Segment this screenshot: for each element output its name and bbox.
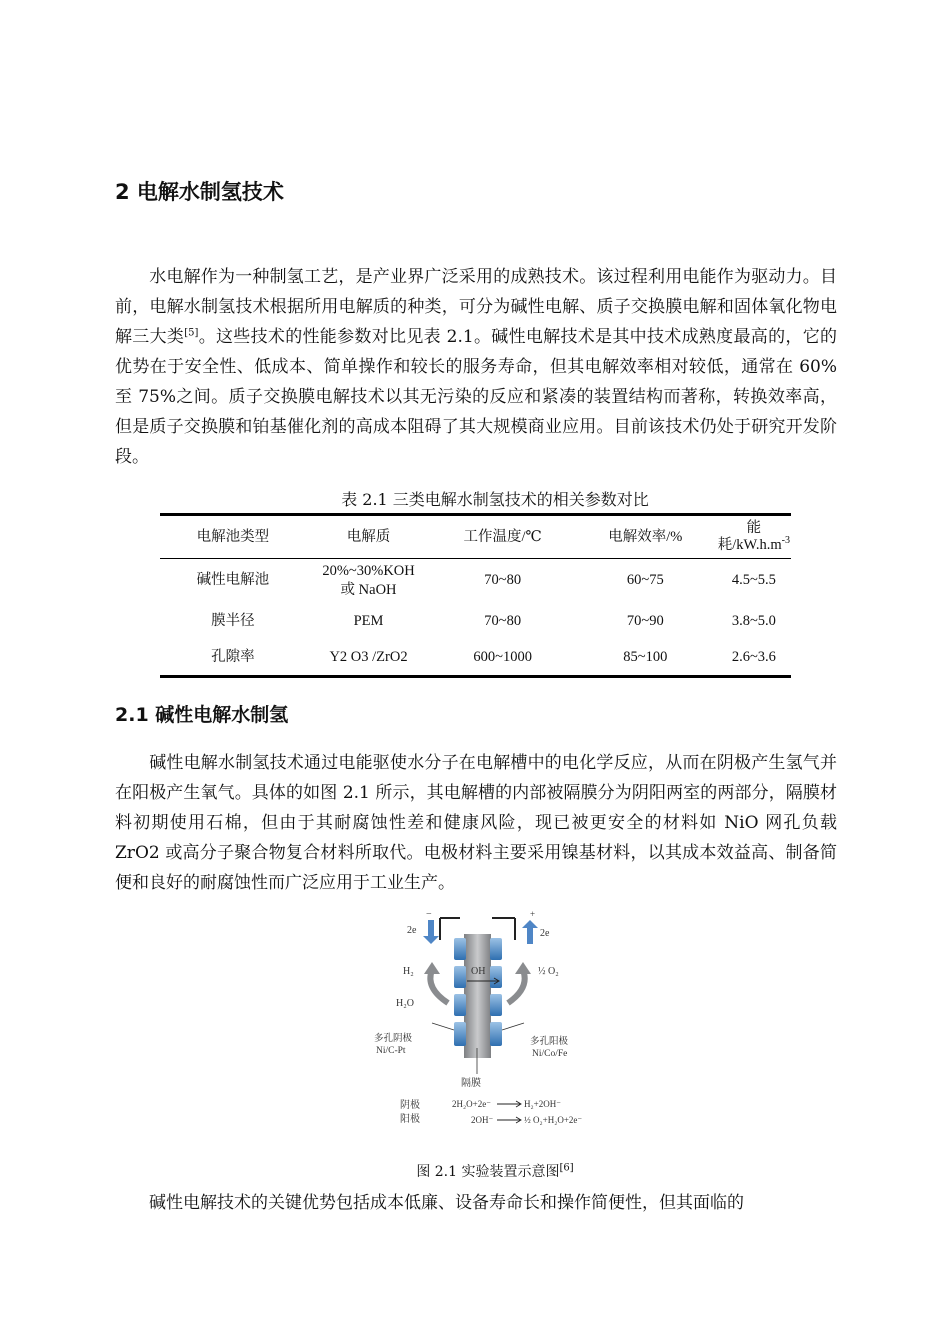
intro-text-a: 水电解作为一种制氢工艺，是产业界广泛采用的成熟技术。该过程利用电能作为驱动力。目前，电解水制氢技术根据所用电解质的种类，可分为碱性电解、质子交换膜电解和固体氧化物电解三大类 — [115, 267, 837, 347]
electron-label-left: 2e — [407, 925, 417, 936]
h2o-label: H₂O — [396, 998, 414, 1009]
table-cell: 60~75 — [626, 572, 664, 589]
table-cell: 85~100 — [574, 640, 717, 677]
anode-material-2: Ni/Co/Fe — [532, 1049, 568, 1059]
anode-material-1: 多孔阳极 — [530, 1037, 569, 1047]
anode-reaction-left: 2OH⁻ — [471, 1115, 494, 1125]
cathode-reaction-left: 2H₂O+2e⁻ — [452, 1099, 491, 1109]
closing-text: 碱性电解技术的关键优势包括成本低廉、设备寿命长和操作简便性，但其面临的 — [149, 1193, 744, 1213]
plus-sign: + — [530, 909, 536, 919]
table-cell: 70~80 — [484, 572, 522, 589]
membrane-label: 隔膜 — [461, 1078, 481, 1089]
cathode-label: 阴极 — [400, 1100, 420, 1111]
table-caption: 表 2.1 三类电解水制氢技术的相关参数对比 — [341, 490, 649, 509]
table-cell: 20%~30%KOH 或 NaOH — [322, 562, 415, 598]
reaction-arrow-icon — [497, 1117, 521, 1123]
intro-paragraph — [115, 262, 837, 472]
table-cell: Y2 O3 /ZrO2 — [306, 640, 432, 677]
table-header-cell: 电解效率/% — [574, 515, 717, 559]
anode-reaction-right: ½ O₂+H₂O+2e⁻ — [524, 1115, 583, 1125]
anode-electrode — [490, 938, 502, 1046]
table-cell: 碱性电解池 — [196, 572, 270, 589]
table-row — [160, 603, 791, 640]
parameter-table — [160, 513, 791, 678]
figure-caption-ref: [6] — [559, 1162, 574, 1174]
table-cell: 2.6~3.6 — [717, 640, 791, 677]
table-cell: 孔隙率 — [160, 640, 306, 677]
figure-caption: 图 2.1 实验装置示意图[6] — [416, 1162, 574, 1180]
membrane — [464, 934, 491, 1058]
subsection-title: 2.1 碱性电解水制氢 — [115, 704, 289, 726]
table-cell: 4.5~5.5 — [731, 572, 776, 589]
table-header-cell: 电解池类型 — [160, 515, 306, 559]
cathode-material-1: 多孔阴极 — [374, 1034, 413, 1044]
down-arrow-icon — [423, 920, 439, 944]
body-paragraph — [115, 748, 837, 898]
table-header-cell: 电解质 — [306, 515, 432, 559]
electrolyzer-diagram — [370, 908, 585, 1133]
o2-label: ½ O₂ — [538, 966, 559, 977]
section-title: 2 电解水制氢技术 — [115, 180, 284, 204]
curved-arrow-icon — [508, 970, 525, 1003]
cathode-reaction-right: H₂+2OH⁻ — [524, 1099, 561, 1109]
table-header-row — [160, 515, 791, 559]
table-cell: 3.8~5.0 — [731, 612, 776, 629]
closing-paragraph — [115, 1188, 837, 1218]
electron-label-right: 2e — [540, 928, 550, 939]
table-header-cell: 能耗$/kW.h.m^{-3}$ — [717, 515, 791, 559]
curved-arrow-icon — [430, 970, 448, 1003]
cathode-material-2: Ni/C-Pt — [376, 1046, 406, 1056]
body-text: 碱性电解水制氢技术通过电能驱使水分子在电解槽中的电化学反应，从而在阴极产生氢气并在阳极产生氧气。具体的如图 2.1 所示，其电解槽的内部被隔膜分为阴阳两室的两部分，隔膜材料初期使用石棉，但由于其耐腐蚀性差和健康风险，现已被更安全的材料如 NiO 网孔负载 ZrO2 或高分子聚合物复合材料所取代。电极材料主要采用镍基材料，以其成本效益高、制备简便和良好的耐腐蚀性而广泛应用于工业生产。 — [115, 753, 837, 893]
table-row — [160, 559, 791, 603]
up-arrow-icon — [522, 920, 538, 944]
table-header-cell: 工作温度/℃ — [431, 515, 574, 559]
oh-label: OH — [471, 966, 486, 977]
reaction-arrow-icon — [497, 1101, 521, 1107]
h2-label: H₂ — [403, 966, 414, 977]
intro-text-b: 。这些技术的性能参数对比见表 2.1。碱性电解技术是其中技术成熟度最高的，它的优势在于安全性、低成本、简单操作和较长的服务寿命，但其电解效率相对较低，通常在 60%至 75%之间。质子交换膜电解技术以其无污染的反应和紧凑的装置结构而著称，转换效率高，但是质子交换膜和铂基催化剂的高成本阻碍了其大规模商业应用。目前该技术仍处于研究开发阶段。 — [115, 327, 837, 467]
anode-label: 阳极 — [400, 1114, 420, 1125]
table-cell: 70~80 — [484, 612, 522, 629]
intro-ref: [5] — [184, 327, 199, 339]
table-row — [160, 640, 791, 677]
table-cell: 膜半径 — [211, 612, 255, 629]
table-cell: 600~1000 — [431, 640, 574, 677]
table-cell: 70~90 — [626, 612, 664, 629]
minus-sign: − — [426, 909, 432, 920]
table-cell: PEM — [353, 612, 384, 629]
